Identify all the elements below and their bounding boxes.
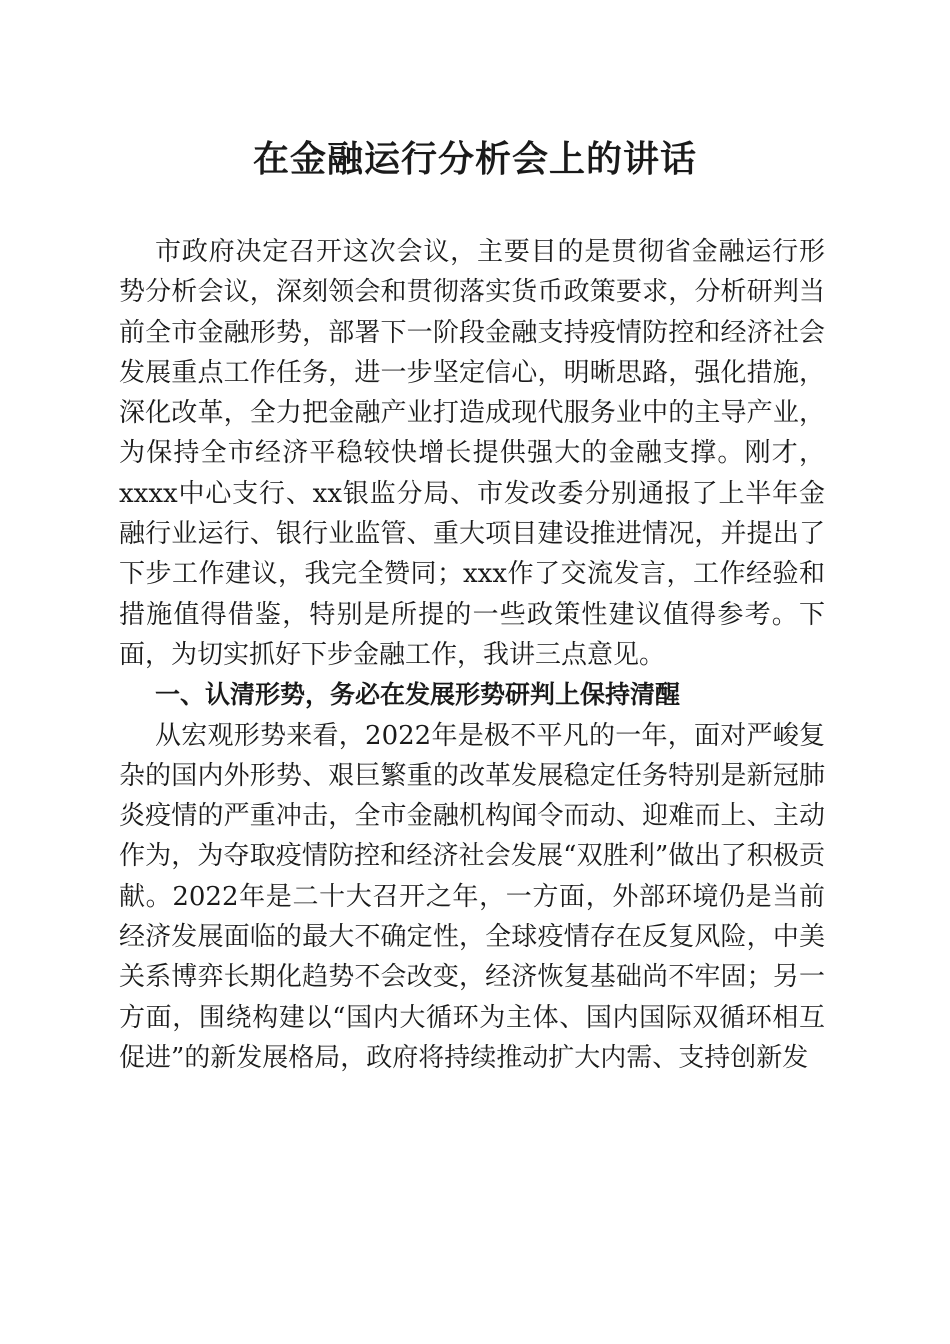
paragraph-intro: 市政府决定召开这次会议，主要目的是贯彻省金融运行形势分析会议，深刻领会和贯彻落实货币政策要求，分析研判当前全市金融形势，部署下一阶段金融支持疫情防控和经济社会发展重点工作任务，进一步坚定信心，明晰思路，强化措施，深化改革，全力把金融产业打造成现代服务业中的主导产业，为保持全市经济平稳较快增长提供强大的金融支撑。刚才，xxxx中心支行、xx银监分局、市发改委分别通报了上半年金融行业运行、银行业监管、重大项目建设推进情况，并提出了下步工作建议，我完全赞同；xxx作了交流发言，工作经验和措施值得借鉴，特别是所提的一些政策性建议值得参考。下面，为切实抓好下步金融工作，我讲三点意见。	[119, 237, 825, 670]
document-title: 在金融运行分析会上的讲话	[252, 138, 697, 180]
paragraph-macro-situation: 从宏观形势来看，2022年是极不平凡的一年，面对严峻复杂的国内外形势、艰巨繁重的改革发展稳定任务特别是新冠肺炎疫情的严重冲击，全市金融机构闻令而动、迎难而上、主动作为，为夺取疫情防控和经济社会发展“双胜利”做出了积极贡献。2022年是二十大召开之年，一方面，外部环境仍是当前经济发展面临的最大不确定性，全球疫情存在反复风险，中美关系博弈长期化趋势不会改变，经济恢复基础尚不牢固；另一方面，围绕构建以“国内大循环为主体、国内国际双循环相互促进”的新发展格局，政府将持续推动扩大内需、支持创新发	[119, 720, 825, 1073]
document-body	[119, 232, 825, 1078]
section-heading-1: 一、认清形势，务必在发展形势研判上保持清醒	[155, 680, 681, 710]
